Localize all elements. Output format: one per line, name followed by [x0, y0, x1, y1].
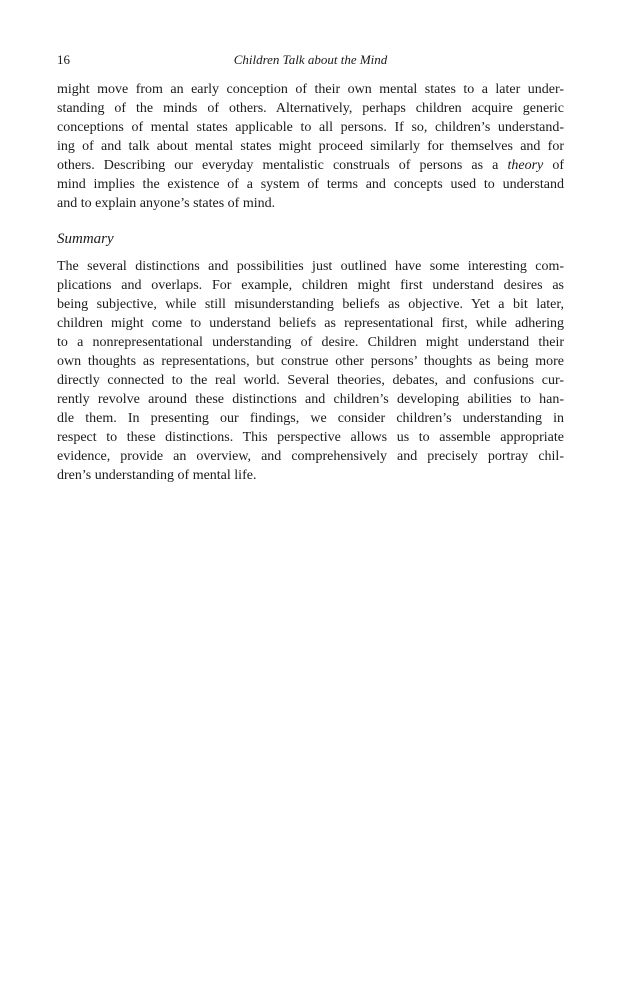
page-number: 16: [57, 52, 70, 67]
text-line: ing of and talk about mental states might proceed similarly for themselves and for: [57, 139, 564, 154]
text-line: mind implies the existence of a system of terms and concepts used to understand: [57, 177, 564, 192]
text-line: directly connected to the real world. Several theories, debates, and confusions cur-: [57, 373, 564, 388]
running-head: [57, 52, 564, 72]
book-page: [57, 52, 564, 485]
running-title: Children Talk about the Mind: [233, 52, 388, 67]
text-line: and to explain anyone’s states of mind.: [57, 196, 276, 211]
text-line: respect to these distinctions. This perspective allows us to assemble appropriate: [57, 430, 564, 445]
body-paragraph-1: [57, 80, 564, 213]
emphasized-term: theory: [507, 158, 544, 173]
text-line: being subjective, while still misunderstanding beliefs as objective. Yet a bit later,: [57, 297, 564, 312]
text-line: evidence, provide an overview, and comprehensively and precisely portray chil-: [57, 449, 564, 464]
text-line: children might come to understand beliefs as representational first, while adhering: [57, 316, 564, 331]
text-run: others. Describing our everyday mentalistic construals of persons as a: [57, 158, 508, 173]
text-run: of: [543, 158, 564, 173]
text-line: standing of the minds of others. Alternatively, perhaps children acquire generic: [57, 101, 564, 116]
text-line: plications and overlaps. For example, children might first understand desires as: [57, 278, 564, 293]
text-line: dren’s understanding of mental life.: [57, 468, 257, 483]
text-line: rently revolve around these distinctions and children’s developing abilities to han-: [57, 392, 564, 407]
body-paragraph-2: [57, 257, 564, 485]
text-line: to a nonrepresentational understanding of desire. Children might understand their: [57, 335, 564, 350]
text-line: The several distinctions and possibilities just outlined have some interesting com-: [57, 259, 564, 274]
text-line: might move from an early conception of their own mental states to a later under-: [57, 82, 564, 97]
text-line-with-emphasis: [57, 156, 564, 175]
text-line: dle them. In presenting our findings, we consider children’s understanding in: [57, 411, 564, 426]
text-line: conceptions of mental states applicable to all persons. If so, children’s understand-: [57, 120, 564, 135]
section-heading: Summary: [57, 231, 114, 247]
text-line: own thoughts as representations, but construe other persons’ thoughts as being more: [57, 354, 564, 369]
